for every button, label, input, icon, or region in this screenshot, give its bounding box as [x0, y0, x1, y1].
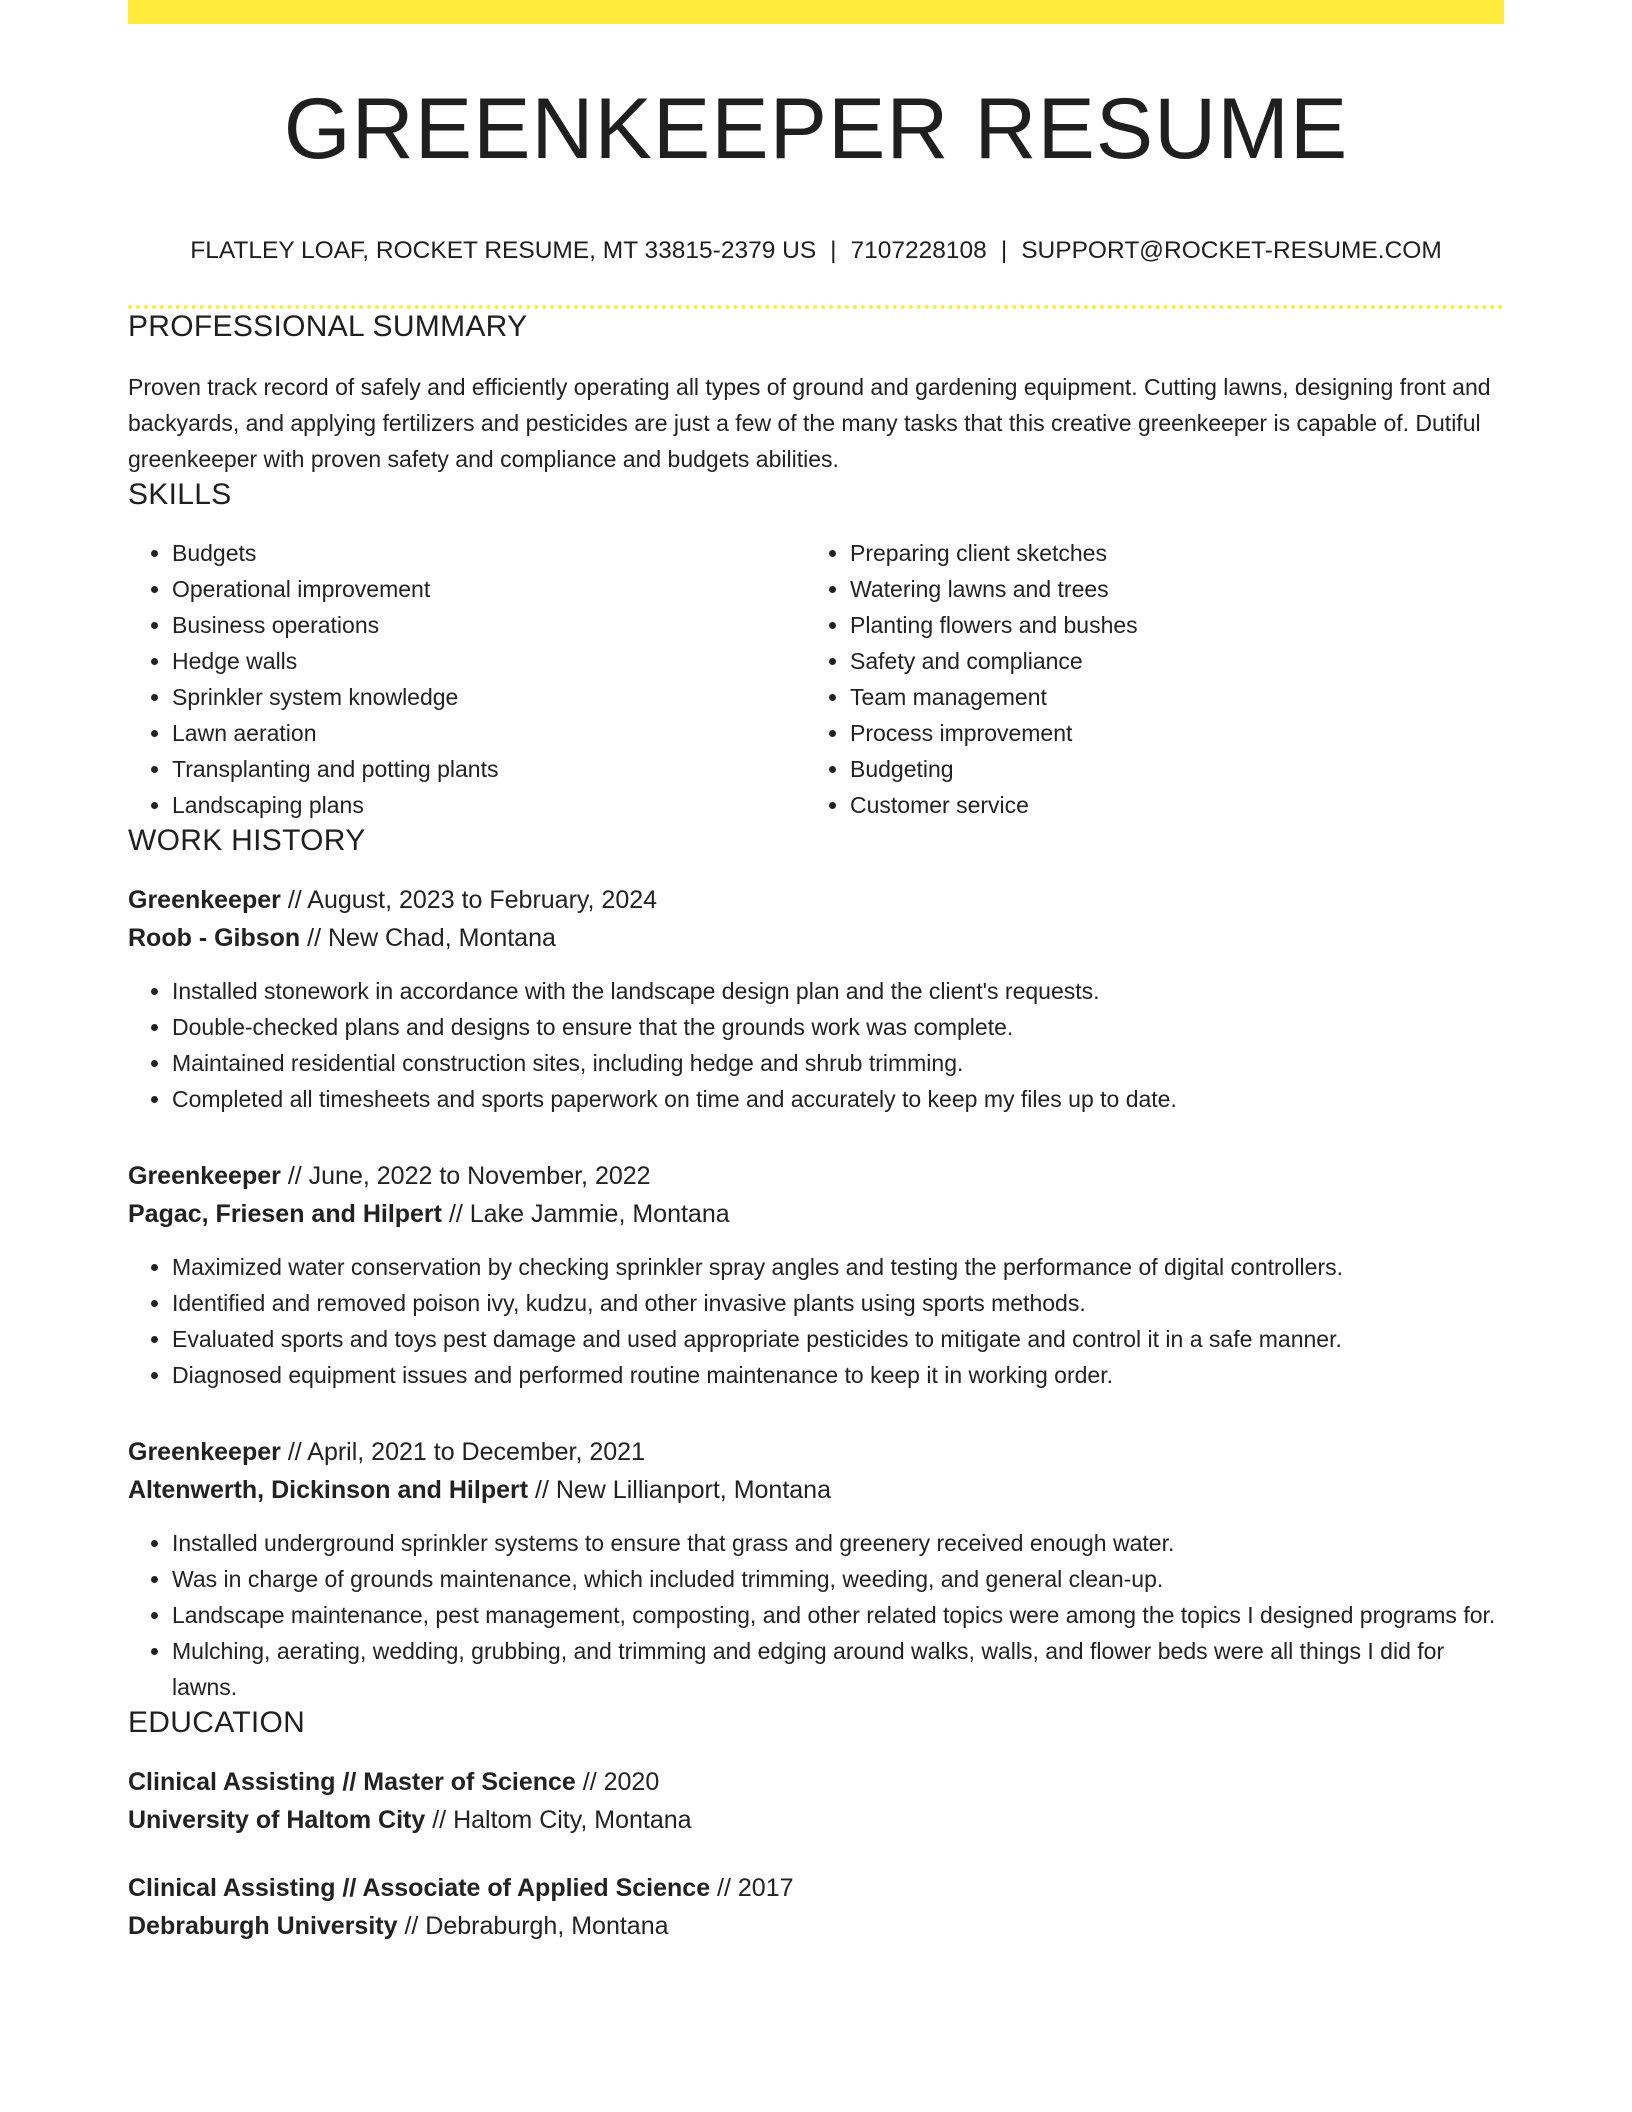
job-bullet: • Installed underground sprinkler systems to ensure that grass and greenery received enough water. [172, 1525, 1504, 1561]
job-bullet: • Maintained residential construction sites, including hedge and shrub trimming. [172, 1045, 1504, 1081]
skill-item: • Customer service [850, 787, 1484, 823]
skills-list [128, 535, 1504, 823]
contact-separator: | [1000, 237, 1008, 264]
skill-item: • Preparing client sketches [850, 535, 1484, 571]
skills-column-right [806, 535, 1484, 823]
job-bullet: • Was in charge of grounds maintenance, which included trimming, weeding, and general clean-up. [172, 1561, 1504, 1597]
skill-item: • Budgets [172, 535, 806, 571]
skills-column-left [128, 535, 806, 823]
job-dates: // April, 2021 to December, 2021 [280, 1438, 645, 1467]
job-role: Greenkeeper [128, 886, 281, 915]
job-company-line [128, 1195, 1504, 1233]
skills-heading: SKILLS [128, 478, 232, 512]
job-company-line [128, 1471, 1504, 1509]
education-school-line [128, 1907, 1504, 1945]
skill-item: • Safety and compliance [850, 643, 1484, 679]
education-location: // Haltom City, Montana [425, 1806, 692, 1835]
job-location: // New Chad, Montana [300, 924, 556, 953]
job-bullet: • Double-checked plans and designs to ensure that the grounds work was complete. [172, 1009, 1504, 1045]
job-location: // Lake Jammie, Montana [442, 1200, 730, 1229]
contact-separator: | [830, 237, 837, 264]
job-company-line [128, 919, 1504, 957]
job-bullet: • Completed all timesheets and sports paperwork on time and accurately to keep my files up to date. [172, 1081, 1504, 1117]
skill-item: • Budgeting [850, 751, 1484, 787]
job-bullets [128, 1525, 1504, 1705]
resume-title: GREENKEEPER RESUME [283, 81, 1349, 177]
education-degree-line [128, 1763, 1504, 1801]
skill-item: • Sprinkler system knowledge [172, 679, 806, 715]
summary-heading: PROFESSIONAL SUMMARY [128, 310, 528, 344]
job-bullet: • Installed stonework in accordance with the landscape design plan and the client's requests. [172, 973, 1504, 1009]
education-school: Debraburgh University [128, 1912, 398, 1941]
job-bullets [128, 973, 1504, 1117]
education-heading: EDUCATION [128, 1706, 306, 1740]
job-location: // New Lillianport, Montana [528, 1476, 831, 1505]
contact-line [128, 236, 1504, 265]
job-title-line [128, 1433, 1504, 1471]
education-entry [128, 1763, 1504, 1839]
skill-item: • Lawn aeration [172, 715, 806, 751]
job-entry [128, 1433, 1504, 1705]
skill-item: • Landscaping plans [172, 787, 806, 823]
skill-item: • Process improvement [850, 715, 1484, 751]
skill-item: • Operational improvement [172, 571, 806, 607]
job-role: Greenkeeper [128, 1162, 281, 1191]
job-role: Greenkeeper [128, 1438, 281, 1467]
job-company: Roob - Gibson [128, 924, 301, 953]
contact-phone: 7107228108 [850, 237, 987, 264]
skill-item: • Hedge walls [172, 643, 806, 679]
contact-address: FLATLEY LOAF, ROCKET RESUME, MT 33815-2379 US [190, 237, 817, 264]
work-history-heading: WORK HISTORY [128, 824, 366, 858]
education-degree: Clinical Assisting // Master of Science [128, 1768, 576, 1797]
job-entry [128, 881, 1504, 1117]
resume-page [128, 0, 1504, 1945]
job-bullet: • Landscape maintenance, pest management, composting, and other related topics were among the topics I designed programs for. [172, 1597, 1504, 1633]
job-dates: // August, 2023 to February, 2024 [280, 886, 658, 915]
job-title-line [128, 1157, 1504, 1195]
job-bullet: • Evaluated sports and toys pest damage and used appropriate pesticides to mitigate and control it in a safe manner. [172, 1321, 1504, 1357]
education-year: // 2017 [710, 1874, 794, 1903]
contact-email: SUPPORT@ROCKET-RESUME.COM [1021, 237, 1442, 264]
education-year: // 2020 [575, 1768, 660, 1797]
job-bullet: • Maximized water conservation by checking sprinkler spray angles and testing the performance of digital controllers. [172, 1249, 1504, 1285]
education-degree-line [128, 1869, 1504, 1907]
education-school-line [128, 1801, 1504, 1839]
education-entry [128, 1869, 1504, 1945]
job-dates: // June, 2022 to November, 2022 [280, 1162, 651, 1191]
accent-bar [128, 0, 1504, 24]
summary-text: Proven track record of safely and efficiently operating all types of ground and gardening equipment. Cutting lawns, designing front and backyards, and applying fertilizers and pesticides are just a few of the many tasks that this creative greenkeeper is capable of. Dutiful greenkeeper with proven safety and compliance and budgets abilities. [128, 374, 1491, 473]
job-company: Altenwerth, Dickinson and Hilpert [128, 1476, 529, 1505]
skill-item: • Team management [850, 679, 1484, 715]
job-title-line [128, 881, 1504, 919]
job-bullet: • Mulching, aerating, wedding, grubbing, and trimming and edging around walks, walls, and flower beds were all things I did for lawns. [172, 1633, 1504, 1705]
job-bullet: • Diagnosed equipment issues and performed routine maintenance to keep it in working order. [172, 1357, 1504, 1393]
skill-item: • Business operations [172, 607, 806, 643]
job-company: Pagac, Friesen and Hilpert [128, 1200, 442, 1229]
education-school: University of Haltom City [128, 1806, 426, 1835]
skill-item: • Planting flowers and bushes [850, 607, 1484, 643]
education-degree: Clinical Assisting // Associate of Applied Science [128, 1874, 711, 1903]
skill-item: • Transplanting and potting plants [172, 751, 806, 787]
job-entry [128, 1157, 1504, 1393]
education-location: // Debraburgh, Montana [397, 1912, 669, 1941]
skill-item: • Watering lawns and trees [850, 571, 1484, 607]
job-bullet: • Identified and removed poison ivy, kudzu, and other invasive plants using sports methods. [172, 1285, 1504, 1321]
job-bullets [128, 1249, 1504, 1393]
